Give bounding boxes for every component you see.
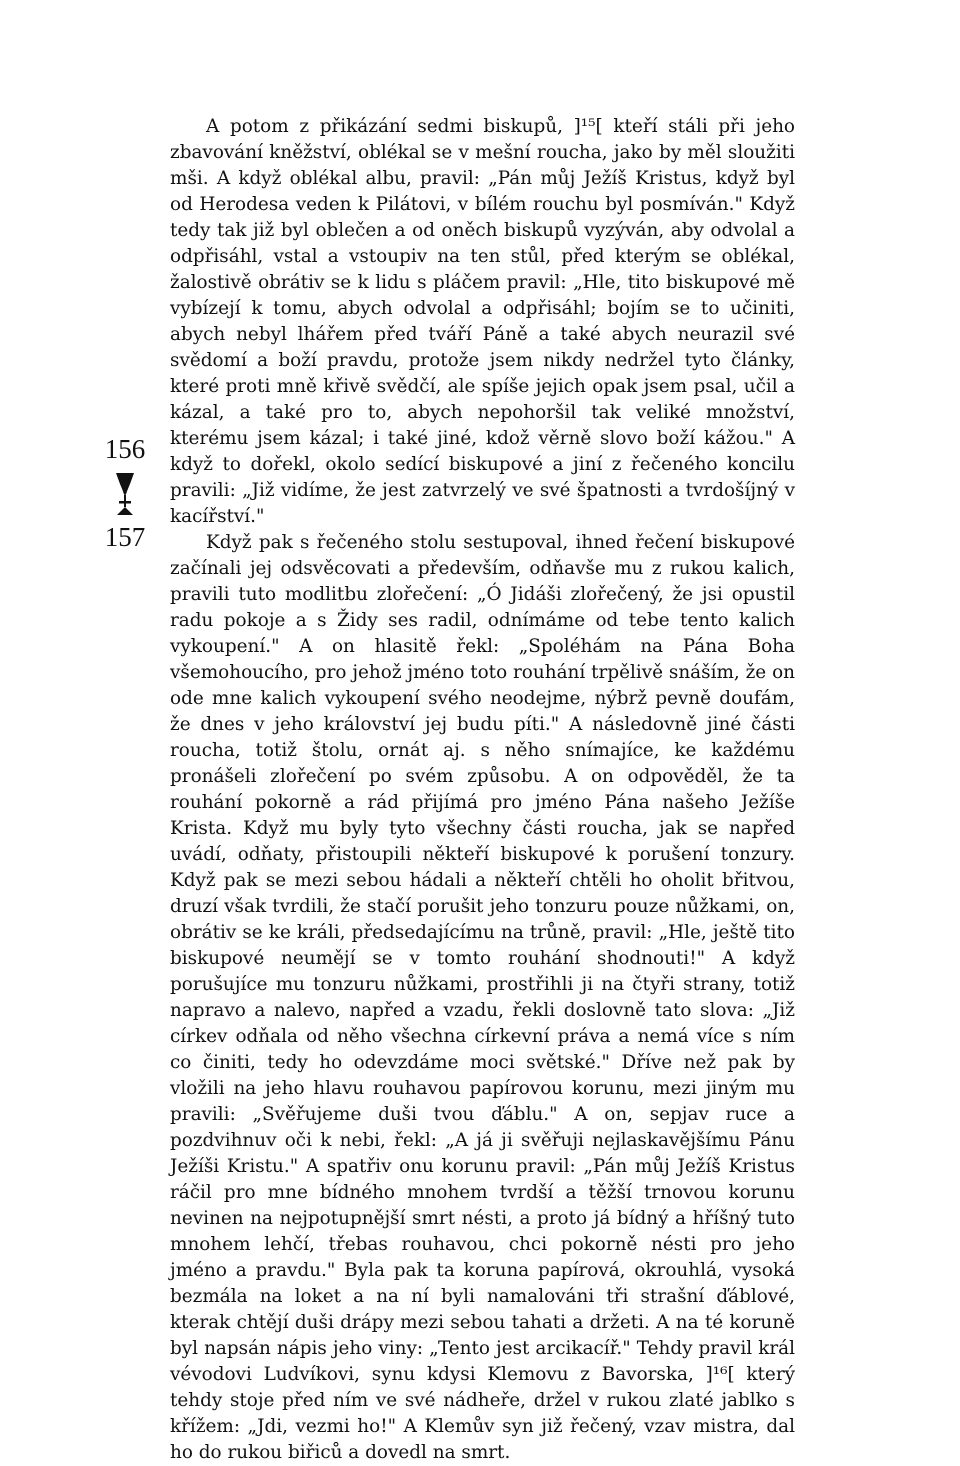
page-break-marker: ]¹⁶[ <box>705 1364 735 1385</box>
paragraph-text: který tehdy stoje před ním ve své nádheře, držel v rukou zlaté jablko s křížem: „Jdi, vezmi ho!" A Klemův syn již řečený, vzav mistra, dal ho do rukou biřiců a dovedl na smrt. <box>170 1364 795 1463</box>
page-break-marker: ]¹⁵[ <box>573 116 603 137</box>
paragraph <box>170 530 795 1466</box>
chalice-icon <box>115 472 135 516</box>
margin-page-reference <box>95 434 155 552</box>
margin-page-number-from: 156 <box>104 434 146 464</box>
paragraph <box>170 114 795 530</box>
page-body-text <box>170 114 795 1466</box>
paragraph-text: kteří stáli při jeho zbavování kněžství, oblékal se v mešní roucha, jako by měl sloužiti mši. A když oblékal albu, pravil: „Pán můj Ježíš Kristus, když byl od Herodesa veden k Pilátovi, v bílém rouchu byl posmíván." Když tedy tak již byl oblečen a od oněch biskupů vyzýván, aby odvolal a odpřisáhl, vstal a vstoupiv na ten stůl, před kterým se oblékal, žalostivě obrátiv se k lidu s pláčem pravil: „Hle, tito biskupové mě vybízejí k tomu, abych odvolal a odpřisáhl; bojím se to učiniti, abych nebyl lhářem před tváří Páně a také abych neurazil své svědomí a boží pravdu, protože jsem nikdy nedržel tyto články, které proti mně křivě svědčí, ale spíše jejich opak jsem psal, učil a kázal, a také pro to, abych nepohoršil tak veliké množství, kterému jsem kázal; i také jiné, kdož věrně slovo boží kážou." A když to dořekl, okolo sedící biskupové a jiní z řečeného koncilu pravili: „Již vidíme, že jest zatvrzelý ve své špatnosti a tvrdošíjný v kacířství." <box>170 116 795 527</box>
paragraph-text: Když pak s řečeného stolu sestupoval, ihned řečení biskupové začínali jej odsvěcovati a především, odňavše mu z rukou kalich, pravili tuto modlitbu zlořečení: „Ó Jidáši zlořečený, že jsi opustil radu pokoje a s Židy ses radil, odnímáme od tebe tento kalich vykoupení." A on hlasitě řekl: „Spoléhám na Pána Boha všemohoucího, pro jehož jméno toto rouhání trpělivě snáším, že on ode mne kalich vykoupení svého neodejme, nýbrž pevně doufám, že dnes v jeho království jej budu píti." A následovně jiné části roucha, totiž štolu, ornát aj. s něho snímajíce, ke každému pronášeli zlořečení po svém způsobu. A on odpověděl, že ta rouhání pokorně a rád přijímá pro jméno Pána našeho Ježíše Krista. Když mu byly tyto všechny části roucha, jak se napřed uvádí, odňaty, přistoupili někteří biskupové k porušení tonzury. Když pak se mezi sebou hádali a někteří chtěli ho oholit břitvou, druzí však tvrdili, že stačí porušit jeho tonzuru pouze nůžkami, on, obrátiv se ke králi, předsedajícímu na trůně, pravil: „Hle, ještě tito biskupové neumějí se v tomto rouhání shodnouti!" A když porušujíce mu tonzuru nůžkami, prostřihli ji na čtyři strany, totiž napravo a nalevo, napřed a vzadu, řekli doslovně tato slova: „Již církev odňala od něho všechna církevní práva a nemá více s ním co činiti, tedy ho odevzdáme moci světské." Dříve než pak by vložili na jeho hlavu rouhavou papírovou korunu, mezi jiným mu pravili: „Svěřujeme duši tvou ďáblu." A on, sepjav ruce a pozdvihnuv oči k nebi, řekl: „A já ji svěřuji nejlaskavějšímu Pánu Ježíši Kristu." A spatřiv onu korunu pravil: „Pán můj Ježíš Kristus ráčil pro mne bídného mnohem tvrdší a těžší trnovou korunu nevinen na nejpotupnější smrt nésti, a proto já bídný a hříšný tuto mnohem lehčí, třebas rouhavou, chci pokorně nésti pro jeho jméno a pravdu." Byla pak ta koruna papírová, okrouhlá, vysoká bezmála na loket a na ní byli namalováni tři strašní ďáblové, kterak chtějí duši drápy mezi sebou tahati a držeti. A na té koruně byl napsán nápis jeho viny: „Tento jest arcikacíř." Tehdy pravil král vévodovi Ludvíkovi, synu kdysi Klemovu z Bavorska, <box>170 532 795 1385</box>
margin-page-number-to: 157 <box>104 522 146 552</box>
paragraph-text: A potom z přikázání sedmi biskupů, <box>206 116 574 137</box>
